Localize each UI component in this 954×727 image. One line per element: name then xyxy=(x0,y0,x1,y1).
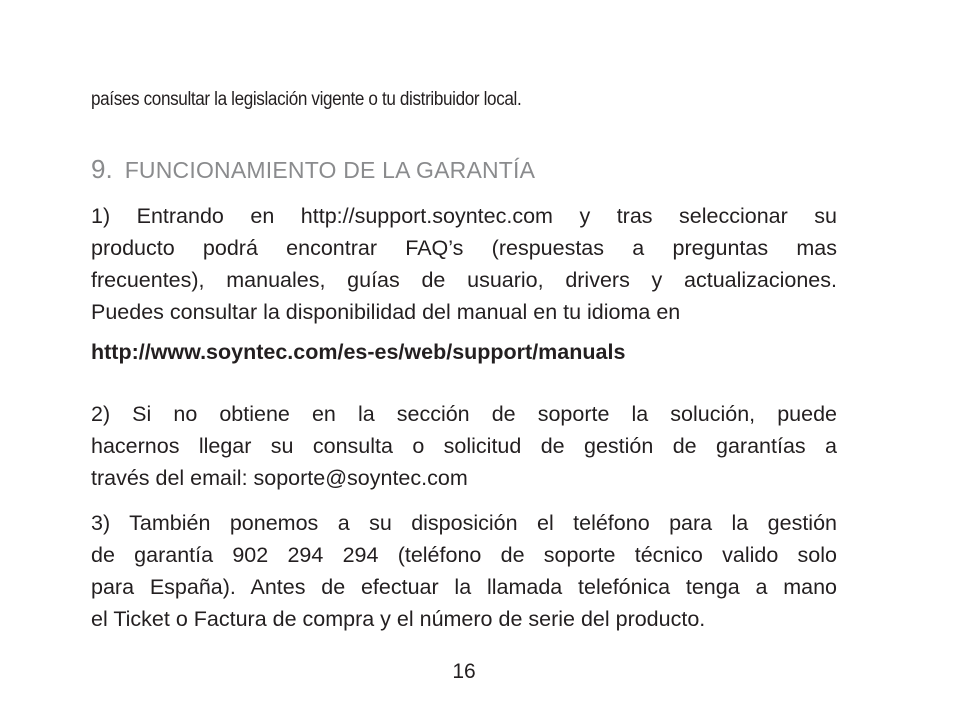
paragraph-line: de garantía 902 294 294 (teléfono de soporte técnico valido solo xyxy=(91,543,837,567)
manuals-link[interactable]: http://www.soyntec.com/es-es/web/support/manuals xyxy=(91,340,626,364)
paragraph-line: producto podrá encontrar FAQ’s (respuestas a preguntas mas xyxy=(91,236,837,260)
paragraph-line: 3) También ponemos a su disposición el teléfono para la gestión xyxy=(91,511,837,535)
paragraph-line: través del email: soporte@soyntec.com xyxy=(91,466,468,490)
paragraph-line: frecuentes), manuales, guías de usuario, drivers y actualizaciones. xyxy=(91,268,837,292)
page-number: 16 xyxy=(452,660,476,683)
paragraph-support-website xyxy=(91,200,837,328)
paragraph-line: el Ticket o Factura de compra y el número de serie del producto. xyxy=(91,607,706,631)
section-title: FUNCIONAMIENTO DE LA GARANTÍA xyxy=(124,157,536,183)
document-page xyxy=(91,0,837,727)
paragraph-line: 2) Si no obtiene en la sección de soporte la solución, puede xyxy=(91,402,837,426)
paragraph-email-support xyxy=(91,398,837,494)
paragraph-line: hacernos llegar su consulta o solicitud de gestión de garantías a xyxy=(91,434,837,458)
paragraph-phone-support xyxy=(91,507,837,635)
intro-text: países consultar la legislación vigente o tu distribuidor local. xyxy=(91,89,522,110)
paragraph-line: para España). Antes de efectuar la llamada telefónica tenga a mano xyxy=(91,575,837,599)
section-number: 9. xyxy=(91,154,113,184)
paragraph-line: Puedes consultar la disponibilidad del manual en tu idioma en xyxy=(91,300,681,324)
paragraph-line: 1) Entrando en http://support.soyntec.com y tras seleccionar su xyxy=(91,204,837,228)
section-heading xyxy=(91,154,535,185)
